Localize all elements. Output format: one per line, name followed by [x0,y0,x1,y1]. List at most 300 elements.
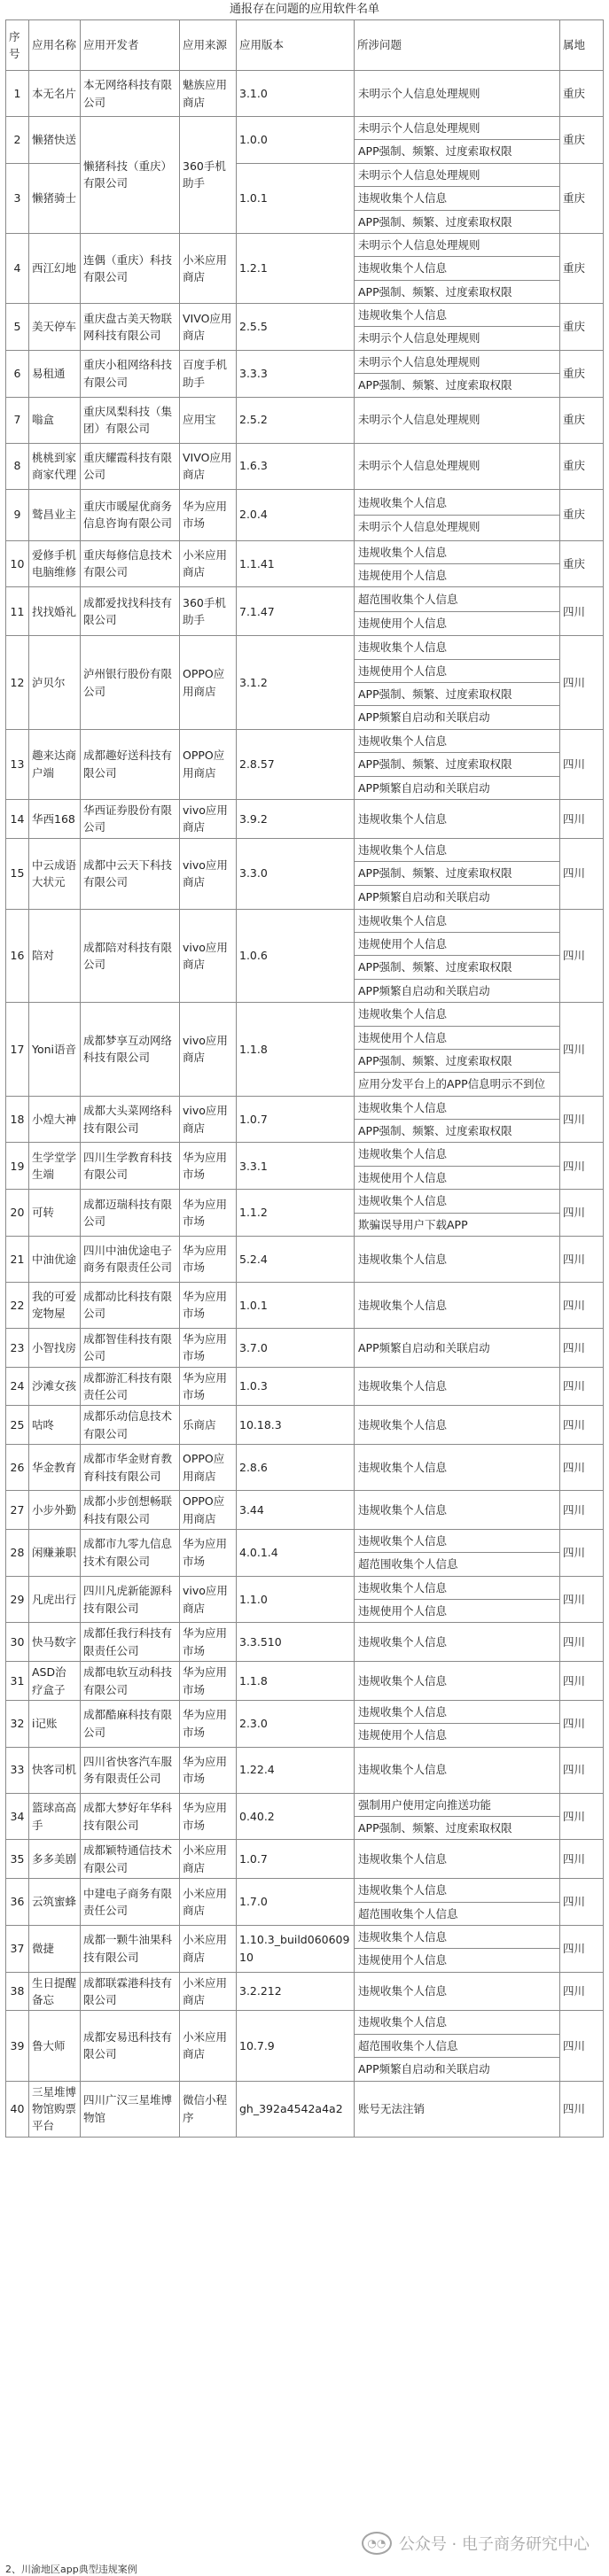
app-developer: 成都游汇科技有限责任公司 [81,1367,180,1406]
table-row [6,838,604,909]
issue-item: 违规收集个人信息 [358,1252,448,1266]
app-developer: 本无网络科技有限公司 [81,71,180,117]
row-number: 36 [6,1879,29,1926]
table-row [6,1190,604,1237]
app-name: 趣来达商户端 [29,729,81,799]
issue-item: 违规收集个人信息 [358,308,448,322]
app-location: 四川 [560,1840,604,1879]
issue-item: 违规收集个人信息 [358,1418,448,1432]
app-name: 三星堆博物馆购票平台 [29,2081,81,2137]
app-name: 生日提醒备忘 [29,1972,81,2011]
app-issues [355,443,560,489]
app-location: 重庆 [560,350,604,397]
app-issues [355,1282,560,1328]
issue-item: 违规使用个人信息 [355,1166,559,1189]
app-version: 3.7.0 [237,1328,355,1367]
app-source: 小米应用商店 [180,540,237,587]
app-issues [355,71,560,117]
app-developer: 重庆每修信息技术有限公司 [81,540,180,587]
app-name: 我的可爱宠物屋 [29,1282,81,1328]
app-name: 凡虎出行 [29,1576,81,1623]
row-number: 6 [6,350,29,397]
app-issues [355,540,560,587]
app-developer: 成都酷麻科技有限公司 [81,1700,180,1747]
app-name: 泸贝尔 [29,636,81,730]
header-issues: 所涉问题 [355,20,560,71]
app-version: 7.1.47 [237,587,355,636]
app-issues [355,1003,560,1097]
app-source: vivo应用商店 [180,1003,237,1097]
app-location: 重庆 [560,304,604,351]
issue-item: APP强制、频繁、过度索取权限 [355,682,559,705]
app-source: 小米应用商店 [180,1925,237,1972]
app-developer: 重庆耀霞科技有限公司 [81,443,180,489]
table-row [6,1328,604,1367]
table-row [6,1623,604,1662]
issue-item: 账号无法注销 [358,2101,426,2115]
app-version: 1.0.7 [237,1096,355,1143]
issue-item: 未明示个人信息处理规则 [358,354,480,369]
issue-item: 违规收集个人信息 [358,1298,448,1312]
app-version: 10.18.3 [237,1406,355,1445]
table-row [6,1445,604,1491]
row-number: 23 [6,1328,29,1367]
issue-item: 应用分发平台上的APP信息明示不到位 [355,1072,559,1095]
app-issues [355,1793,560,1840]
app-name: 陪对 [29,909,81,1003]
app-source: vivo应用商店 [180,838,237,909]
app-source: 华为应用市场 [180,1367,237,1406]
issue-item: 违规使用个人信息 [355,1026,559,1049]
header-developer: 应用开发者 [81,20,180,71]
app-location: 四川 [560,1879,604,1926]
row-number: 39 [6,2011,29,2081]
app-location: 四川 [560,1623,604,1662]
app-developer: 重庆盘古美天物联网科技有限公司 [81,304,180,351]
row-number: 35 [6,1840,29,1879]
footer-note: 2、川渝地区app典型违规案例 [5,2564,137,2575]
app-name: 小智找房 [29,1328,81,1367]
app-issues [355,909,560,1003]
app-location: 四川 [560,1700,604,1747]
app-list-table [5,19,604,2138]
app-developer: 成都颖特通信技术有限公司 [81,1840,180,1879]
row-number: 8 [6,443,29,489]
app-name: i记账 [29,1700,81,1747]
app-version: 1.10.3_build06060910 [237,1925,355,1972]
app-version: 10.7.9 [237,2011,355,2081]
issue-item: APP强制、频繁、过度索取权限 [355,1049,559,1072]
app-developer: 成都联霖港科技有限公司 [81,1972,180,2011]
app-location: 四川 [560,1282,604,1328]
app-developer: 成都智佳科技有限公司 [81,1328,180,1367]
app-name: 鹫昌业主 [29,489,81,540]
row-number: 13 [6,729,29,799]
issue-item: 违规收集个人信息 [358,1502,448,1517]
app-source: 华为应用市场 [180,1662,237,1701]
app-name: 小步外勤 [29,1491,81,1530]
issue-item: 违规收集个人信息 [358,1194,448,1208]
row-number: 12 [6,636,29,730]
table-row [6,2011,604,2081]
app-version: 3.1.2 [237,636,355,730]
app-name: 快客司机 [29,1747,81,1793]
app-version: 1.0.0 [237,117,355,164]
row-number: 21 [6,1236,29,1282]
issue-item: APP强制、频繁、过度索取权限 [355,1816,559,1839]
app-version: 3.3.1 [237,1143,355,1190]
app-location: 四川 [560,1328,604,1367]
issue-item: APP频繁自启动和关联启动 [355,776,559,799]
app-version: 4.0.1.4 [237,1529,355,1576]
issue-item: 超范围收集个人信息 [358,593,458,607]
app-version: 1.0.3 [237,1367,355,1406]
app-version: 1.22.4 [237,1747,355,1793]
row-number: 7 [6,397,29,443]
app-name: Yoni语音 [29,1003,81,1097]
app-issues [355,1879,560,1926]
issue-item: 违规收集个人信息 [355,186,559,209]
app-developer: 成都动比科技有限公司 [81,1282,180,1328]
issue-item: 违规收集个人信息 [358,1147,448,1161]
issue-item: APP强制、频繁、过度索取权限 [355,752,559,775]
issue-item: 违规收集个人信息 [358,1763,448,1777]
app-version: 1.0.1 [237,163,355,233]
app-version: 1.1.2 [237,1190,355,1237]
app-developer: 懒猪科技（重庆）有限公司 [81,117,180,234]
app-name: 懒猪快送 [29,117,81,164]
app-issues [355,729,560,799]
issue-item: 未明示个人信息处理规则 [358,121,480,135]
app-version: 3.3.0 [237,838,355,909]
table-row [6,799,604,838]
app-issues [355,2081,560,2137]
row-number: 37 [6,1925,29,1972]
app-issues [355,1529,560,1576]
app-developer: 连偶（重庆）科技有限公司 [81,233,180,303]
app-source: 华为应用市场 [180,1700,237,1747]
row-number: 32 [6,1700,29,1747]
app-issues [355,1925,560,1972]
page-title: 通报存在问题的应用软件名单 [229,3,379,16]
app-developer: 成都陪对科技有限公司 [81,909,180,1003]
app-source: 百度手机助手 [180,350,237,397]
table-row [6,304,604,351]
row-number: 2 [6,117,29,164]
app-source: 华为应用市场 [180,1143,237,1190]
app-issues [355,1623,560,1662]
app-location: 四川 [560,1972,604,2011]
app-version: 2.8.6 [237,1445,355,1491]
app-version: 2.8.57 [237,729,355,799]
app-issues [355,1445,560,1491]
table-row [6,1925,604,1972]
row-number: 16 [6,909,29,1003]
watermark-text: 公众号 · 电子商务研究中心 [398,2535,589,2554]
app-location: 四川 [560,2081,604,2137]
app-source: OPPO应用商店 [180,1491,237,1530]
app-source: OPPO应用商店 [180,729,237,799]
app-source: 小米应用商店 [180,2011,237,2081]
table-row [6,587,604,636]
app-developer: 成都市华金财育教育科技有限公司 [81,1445,180,1491]
app-source: 应用宝 [180,397,237,443]
issue-item: 违规收集个人信息 [358,1984,448,1998]
app-developer: 成都大梦好年华科技有限公司 [81,1793,180,1840]
issue-item: 违规收集个人信息 [358,913,448,927]
app-developer: 成都迈瑞科技有限公司 [81,1190,180,1237]
issue-item: 违规收集个人信息 [358,1100,448,1114]
app-source: 360手机助手 [180,117,237,234]
row-number: 14 [6,799,29,838]
row-number: 18 [6,1096,29,1143]
app-developer: 四川广汉三星堆博物馆 [81,2081,180,2137]
app-source: 华为应用市场 [180,1328,237,1367]
app-issues [355,1576,560,1623]
table-row [6,1793,604,1840]
app-location: 重庆 [560,163,604,233]
header-no: 序号 [6,20,29,71]
app-source: 华为应用市场 [180,1282,237,1328]
app-source: 华为应用市场 [180,1190,237,1237]
app-version: gh_392a4542a4a2 [237,2081,355,2137]
row-number: 15 [6,838,29,909]
app-location: 四川 [560,1576,604,1623]
app-name: 桃桃到家商家代理 [29,443,81,489]
row-number: 34 [6,1793,29,1840]
issue-item: APP强制、频繁、过度索取权限 [355,280,559,303]
issue-item: 违规收集个人信息 [358,1007,448,1021]
app-version: 1.0.6 [237,909,355,1003]
app-location: 四川 [560,799,604,838]
app-name: 篮球高高手 [29,1793,81,1840]
issue-item: 强制用户使用定向推送功能 [358,1797,492,1812]
issue-item: 违规使用个人信息 [355,1948,559,1971]
app-name: 爱修手机电脑维修 [29,540,81,587]
app-source: VIVO应用商店 [180,304,237,351]
table-row [6,1972,604,2011]
header-version: 应用版本 [237,20,355,71]
app-issues [355,636,560,730]
table-header-row [6,20,604,71]
issue-item: 违规收集个人信息 [358,1533,448,1548]
table-row [6,729,604,799]
issue-item: 未明示个人信息处理规则 [358,413,480,427]
app-location: 重庆 [560,71,604,117]
app-developer: 成都大头菜网络科技有限公司 [81,1096,180,1143]
app-name: 生学堂学生端 [29,1143,81,1190]
app-issues [355,350,560,397]
app-source: 华为应用市场 [180,1623,237,1662]
issue-item: 违规使用个人信息 [355,659,559,682]
row-number: 28 [6,1529,29,1576]
app-location: 四川 [560,1367,604,1406]
issue-item: 违规收集个人信息 [358,733,448,748]
row-number: 26 [6,1445,29,1491]
app-developer: 四川中油优途电子商务有限责任公司 [81,1236,180,1282]
app-version: 3.3.3 [237,350,355,397]
table-row [6,540,604,587]
app-source: 微信小程序 [180,2081,237,2137]
row-number: 20 [6,1190,29,1237]
issue-item: 违规收集个人信息 [358,1580,448,1594]
table-row [6,1700,604,1747]
app-issues [355,1491,560,1530]
app-issues [355,489,560,540]
app-issues [355,1700,560,1747]
app-version: 2.0.4 [237,489,355,540]
app-name: 找找婚礼 [29,587,81,636]
app-name: 多多美剧 [29,1840,81,1879]
issue-item: 未明示个人信息处理规则 [355,326,559,349]
app-developer: 四川省快客汽车服务有限责任公司 [81,1747,180,1793]
app-location: 四川 [560,1406,604,1445]
app-location: 四川 [560,1662,604,1701]
app-source: 小米应用商店 [180,1840,237,1879]
table-row [6,1367,604,1406]
row-number: 31 [6,1662,29,1701]
app-issues [355,587,560,636]
issue-item: 违规收集个人信息 [358,1460,448,1474]
app-source: 小米应用商店 [180,233,237,303]
app-developer: 成都安易迅科技有限公司 [81,2011,180,2081]
app-location: 重庆 [560,233,604,303]
app-location: 四川 [560,1096,604,1143]
app-location: 重庆 [560,117,604,164]
header-location: 属地 [560,20,604,71]
row-number: 25 [6,1406,29,1445]
app-developer: 华西证券股份有限公司 [81,799,180,838]
row-number: 11 [6,587,29,636]
issue-item: 未明示个人信息处理规则 [358,459,480,473]
app-location: 重庆 [560,489,604,540]
row-number: 10 [6,540,29,587]
app-source: OPPO应用商店 [180,636,237,730]
row-number: 33 [6,1747,29,1793]
app-name: 沙滩女孩 [29,1367,81,1406]
app-developer: 重庆市暖屋优商务信息咨询有限公司 [81,489,180,540]
app-name: 西江幻地 [29,233,81,303]
issue-item: 违规收集个人信息 [358,640,448,655]
app-issues [355,1662,560,1701]
app-issues [355,117,560,164]
app-version: 2.3.0 [237,1700,355,1747]
table-row [6,909,604,1003]
table-row [6,636,604,730]
issue-item: 违规收集个人信息 [358,1673,448,1688]
issue-item: APP频繁自启动和关联启动 [358,1340,490,1354]
app-issues [355,1190,560,1237]
app-location: 四川 [560,1190,604,1237]
app-version: 5.2.4 [237,1236,355,1282]
app-developer: 重庆小租网络科技有限公司 [81,350,180,397]
app-developer: 成都市九零九信息技术有限公司 [81,1529,180,1576]
app-version: 3.1.0 [237,71,355,117]
issue-item: 欺骗误导用户下载APP [355,1213,559,1236]
app-issues [355,397,560,443]
issue-item: APP频繁自启动和关联启动 [355,979,559,1002]
app-developer: 成都爱找找科技有限公司 [81,587,180,636]
issue-item: 未明示个人信息处理规则 [358,167,480,182]
app-location: 四川 [560,1529,604,1576]
app-source: 360手机助手 [180,587,237,636]
table-row [6,489,604,540]
app-version: 2.5.5 [237,304,355,351]
app-location: 四川 [560,587,604,636]
app-location: 四川 [560,1236,604,1282]
app-location: 四川 [560,2011,604,2081]
app-issues [355,1406,560,1445]
app-issues [355,838,560,909]
app-version: 1.6.3 [237,443,355,489]
app-source: vivo应用商店 [180,1576,237,1623]
app-version: 3.3.510 [237,1623,355,1662]
row-number: 5 [6,304,29,351]
app-location: 四川 [560,1143,604,1190]
app-location: 四川 [560,729,604,799]
app-developer: 泸州银行股份有限公司 [81,636,180,730]
app-source: 华为应用市场 [180,1747,237,1793]
table-row [6,397,604,443]
table-row [6,350,604,397]
app-name: 懒猪骑士 [29,163,81,233]
app-issues [355,799,560,838]
app-name: 可转 [29,1190,81,1237]
app-developer: 成都任我行科技有限责任公司 [81,1623,180,1662]
app-version: 1.7.0 [237,1879,355,1926]
table-row [6,117,604,164]
row-number: 22 [6,1282,29,1328]
issue-item: 违规收集个人信息 [358,843,448,857]
app-source: 乐商店 [180,1406,237,1445]
app-source: 华为应用市场 [180,1236,237,1282]
app-name: 易租通 [29,350,81,397]
issue-item: APP频繁自启动和关联启动 [355,705,559,728]
app-name: 咕咚 [29,1406,81,1445]
issue-item: 违规收集个人信息 [358,1883,448,1897]
issue-item: 超范围收集个人信息 [355,1552,559,1575]
app-source: OPPO应用商店 [180,1445,237,1491]
issue-item: 违规收集个人信息 [358,811,448,826]
app-location: 四川 [560,1793,604,1840]
app-issues [355,163,560,233]
table-row [6,1840,604,1879]
app-issues [355,2011,560,2081]
row-number: 17 [6,1003,29,1097]
issue-item: 违规收集个人信息 [358,1379,448,1393]
app-name: 中油优途 [29,1236,81,1282]
app-issues [355,1747,560,1793]
app-issues [355,304,560,351]
app-source: 小米应用商店 [180,1879,237,1926]
issue-item: 超范围收集个人信息 [355,2034,559,2057]
table-row [6,1406,604,1445]
issue-item: 违规收集个人信息 [358,496,448,510]
app-location: 四川 [560,909,604,1003]
app-issues [355,1840,560,1879]
table-row [6,1747,604,1793]
table-row [6,2081,604,2137]
app-name: 小煌大神 [29,1096,81,1143]
app-version: 1.0.7 [237,1840,355,1879]
app-issues [355,233,560,303]
table-row [6,1576,604,1623]
app-issues [355,1972,560,2011]
row-number: 19 [6,1143,29,1190]
app-location: 四川 [560,1747,604,1793]
app-version: 0.40.2 [237,1793,355,1840]
app-developer: 中建电子商务有限责任公司 [81,1879,180,1926]
